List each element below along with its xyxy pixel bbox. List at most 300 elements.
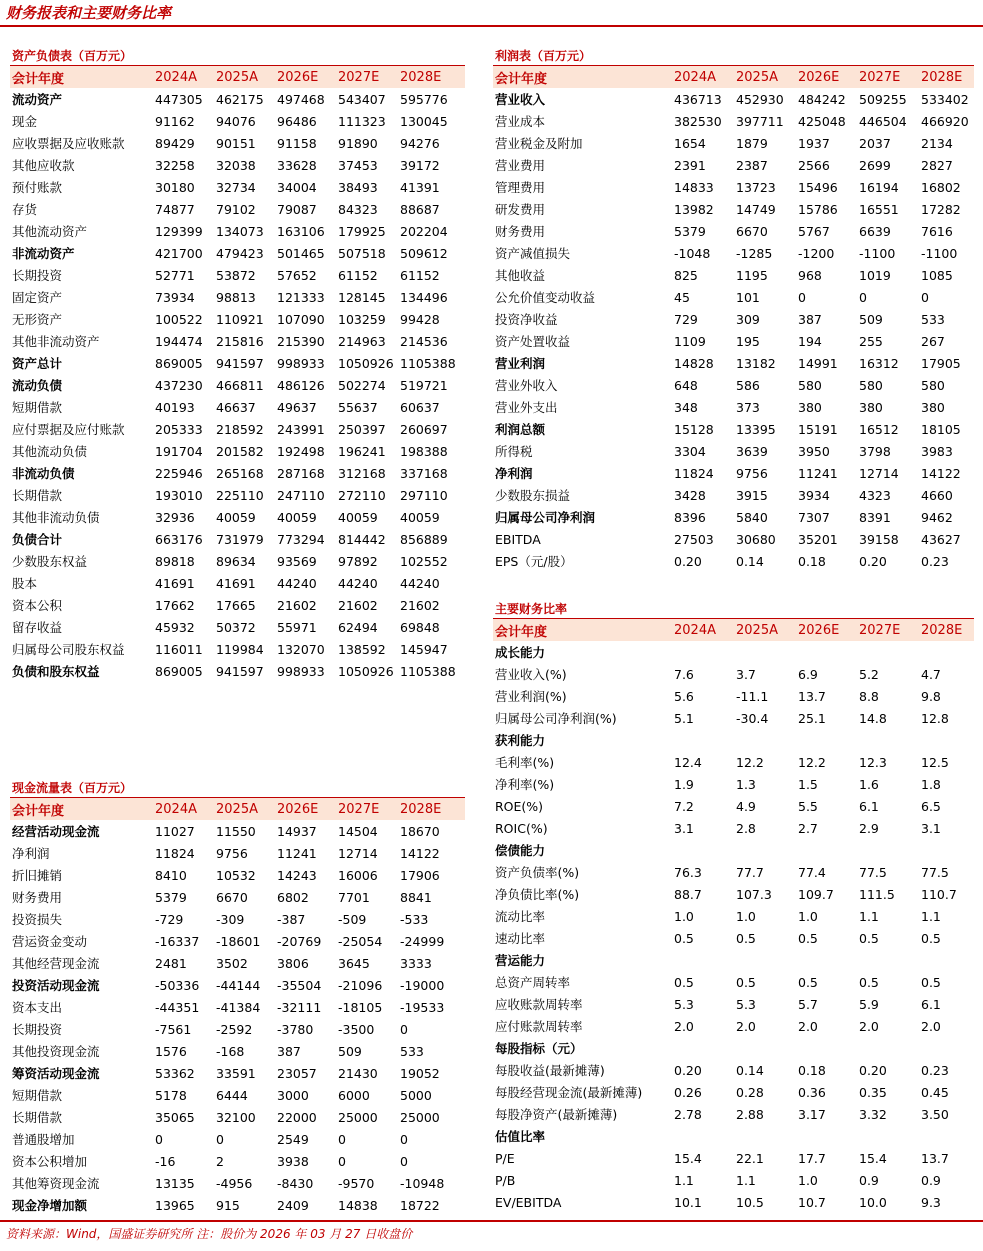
row-label: 股本: [12, 576, 38, 591]
header-year-cell: 2026E: [277, 798, 338, 820]
value-cell: 729: [674, 311, 698, 327]
value-cell: 79087: [277, 201, 317, 217]
value-cell: 76.3: [674, 864, 702, 880]
row-label: 资本公积: [12, 598, 63, 613]
value-cell: 91158: [277, 135, 317, 151]
value-cell: 5379: [674, 223, 706, 239]
row-label: 总资产周转率: [495, 975, 571, 990]
value-cell: 0: [155, 1131, 163, 1147]
value-cell: 10.0: [859, 1194, 887, 1210]
value-cell: 580: [859, 377, 883, 393]
value-cell: 53872: [216, 267, 256, 283]
table-row: [493, 242, 974, 264]
table-row: [10, 974, 465, 996]
value-cell: 1.8: [921, 776, 941, 792]
value-cell: 52771: [155, 267, 195, 283]
row-label: 资本公积增加: [12, 1154, 88, 1169]
row-label: 估值比率: [495, 1129, 546, 1144]
row-label: 营业外支出: [495, 400, 558, 415]
value-cell: 5379: [155, 889, 187, 905]
header-year-cell: 2028E: [400, 66, 465, 88]
row-label: 速动比率: [495, 931, 546, 946]
row-label: 资产总计: [12, 356, 63, 371]
row-label: 应收账款周转率: [495, 997, 583, 1012]
value-cell: 2.78: [674, 1106, 702, 1122]
value-cell: 2481: [155, 955, 187, 971]
value-cell: 132070: [277, 641, 325, 657]
value-cell: 580: [798, 377, 822, 393]
table-row: [10, 132, 465, 154]
value-cell: -44351: [155, 999, 200, 1015]
value-cell: 3798: [859, 443, 891, 459]
table-row: [493, 839, 974, 861]
cash-flow-panel: [10, 779, 465, 1216]
value-cell: 40059: [277, 509, 317, 525]
value-cell: 40059: [216, 509, 256, 525]
row-label: 净利率(%): [495, 777, 555, 792]
row-label: 每股经营现金流(最新摊薄): [495, 1085, 643, 1100]
value-cell: -44144: [216, 977, 261, 993]
value-cell: 3915: [736, 487, 768, 503]
value-cell: 1050926: [338, 663, 394, 679]
value-cell: 19052: [400, 1065, 440, 1081]
value-cell: 96486: [277, 113, 317, 129]
row-label: 净利润: [495, 466, 533, 481]
value-cell: 12.4: [674, 754, 702, 770]
table-row: [493, 1169, 974, 1191]
value-cell: 1.1: [674, 1172, 694, 1188]
value-cell: 107090: [277, 311, 325, 327]
value-cell: 13.7: [921, 1150, 949, 1166]
row-label: 财务费用: [12, 890, 63, 905]
value-cell: 107.3: [736, 886, 772, 902]
value-cell: 196241: [338, 443, 386, 459]
value-cell: 44240: [338, 575, 378, 591]
value-cell: 267: [921, 333, 945, 349]
value-cell: 1576: [155, 1043, 187, 1059]
value-cell: 2566: [798, 157, 830, 173]
value-cell: -7561: [155, 1021, 192, 1037]
value-cell: [798, 839, 859, 861]
value-cell: 0.9: [921, 1172, 941, 1188]
value-cell: 479423: [216, 245, 264, 261]
value-cell: 60637: [400, 399, 440, 415]
table-row: [10, 638, 465, 660]
value-cell: 0.5: [736, 930, 756, 946]
table-row: [493, 1059, 974, 1081]
table-row: [493, 88, 974, 110]
table-row: [10, 264, 465, 286]
value-cell: 5.3: [674, 996, 694, 1012]
row-label: 每股指标（元）: [495, 1041, 583, 1056]
table-row: [493, 795, 974, 817]
value-cell: -41384: [216, 999, 261, 1015]
value-cell: 50372: [216, 619, 256, 635]
table-row: [493, 707, 974, 729]
value-cell: 12.8: [921, 710, 949, 726]
value-cell: 6.9: [798, 666, 818, 682]
value-cell: 501465: [277, 245, 325, 261]
table-row: [10, 594, 465, 616]
value-cell: 272110: [338, 487, 386, 503]
value-cell: 94276: [400, 135, 440, 151]
value-cell: 74877: [155, 201, 195, 217]
header-year-cell: 2025A: [216, 66, 277, 88]
table-row: [493, 905, 974, 927]
value-cell: 12.2: [798, 754, 826, 770]
balance-sheet-table: [10, 66, 465, 682]
value-cell: 84323: [338, 201, 378, 217]
value-cell: 15.4: [674, 1150, 702, 1166]
table-row: [10, 930, 465, 952]
value-cell: 5767: [798, 223, 830, 239]
value-cell: 1.0: [674, 908, 694, 924]
value-cell: 130045: [400, 113, 448, 129]
row-label: 其他经营现金流: [12, 956, 100, 971]
value-cell: 309: [736, 311, 760, 327]
value-cell: 1.0: [736, 908, 756, 924]
table-row: [493, 1191, 974, 1213]
value-cell: 13723: [736, 179, 776, 195]
table-row: [493, 462, 974, 484]
row-label: 无形资产: [12, 312, 63, 327]
value-cell: 2.7: [798, 820, 818, 836]
cash-flow-table: [10, 798, 465, 1216]
value-cell: 1.3: [736, 776, 756, 792]
value-cell: 0: [338, 1131, 346, 1147]
value-cell: 45932: [155, 619, 195, 635]
value-cell: 32734: [216, 179, 256, 195]
value-cell: -21096: [338, 977, 383, 993]
row-label: 资产减值损失: [495, 246, 571, 261]
value-cell: 0.14: [736, 1062, 764, 1078]
value-cell: [798, 729, 859, 751]
table-row: [493, 993, 974, 1015]
value-cell: 32038: [216, 157, 256, 173]
value-cell: 0.45: [921, 1084, 949, 1100]
value-cell: 0.18: [798, 553, 826, 569]
value-cell: 5.3: [736, 996, 756, 1012]
value-cell: [859, 1037, 921, 1059]
value-cell: 2.0: [674, 1018, 694, 1034]
value-cell: 14749: [736, 201, 776, 217]
value-cell: 0: [216, 1131, 224, 1147]
value-cell: 915: [216, 1197, 240, 1213]
income-statement-title: 利润表（百万元）: [495, 49, 592, 63]
value-cell: 5000: [400, 1087, 432, 1103]
value-cell: 2549: [277, 1131, 309, 1147]
row-label: 筹资活动现金流: [12, 1066, 100, 1081]
row-label: 普通股增加: [12, 1132, 75, 1147]
value-cell: -1048: [674, 245, 711, 261]
value-cell: [921, 839, 974, 861]
table-row: [493, 641, 974, 663]
row-label: 营业成本: [495, 114, 546, 129]
value-cell: 3934: [798, 487, 830, 503]
value-cell: -50336: [155, 977, 200, 993]
value-cell: 4.9: [736, 798, 756, 814]
value-cell: 5.2: [859, 666, 879, 682]
value-cell: 731979: [216, 531, 264, 547]
table-row: [10, 528, 465, 550]
row-label: EPS（元/股）: [495, 554, 573, 569]
value-cell: 134496: [400, 289, 448, 305]
value-cell: 0: [400, 1131, 408, 1147]
row-label: 现金净增加额: [12, 1198, 88, 1213]
row-label: EV/EBITDA: [495, 1194, 562, 1210]
value-cell: 7701: [338, 889, 370, 905]
value-cell: 3.7: [736, 666, 756, 682]
value-cell: 337168: [400, 465, 448, 481]
table-row: [10, 286, 465, 308]
value-cell: 21602: [338, 597, 378, 613]
value-cell: -1100: [859, 245, 896, 261]
value-cell: 4660: [921, 487, 953, 503]
header-year-cell: 2027E: [859, 619, 921, 641]
value-cell: 12714: [338, 845, 378, 861]
value-cell: 998933: [277, 663, 325, 679]
value-cell: 27503: [674, 531, 714, 547]
value-cell: 14122: [400, 845, 440, 861]
table-row: [10, 864, 465, 886]
value-cell: 57652: [277, 267, 317, 283]
value-cell: 2409: [277, 1197, 309, 1213]
value-cell: 193010: [155, 487, 203, 503]
value-cell: 2.9: [859, 820, 879, 836]
value-cell: 0: [400, 1153, 408, 1169]
value-cell: 55971: [277, 619, 317, 635]
value-cell: 0.5: [736, 974, 756, 990]
value-cell: 509: [338, 1043, 362, 1059]
value-cell: [736, 1125, 798, 1147]
value-cell: 6.1: [921, 996, 941, 1012]
row-label: 利润总额: [495, 422, 546, 437]
value-cell: 1019: [859, 267, 891, 283]
value-cell: -19000: [400, 977, 445, 993]
value-cell: 2827: [921, 157, 953, 173]
value-cell: 265168: [216, 465, 264, 481]
table-row: [10, 308, 465, 330]
value-cell: 13.7: [798, 688, 826, 704]
value-cell: 3304: [674, 443, 706, 459]
table-row: [10, 176, 465, 198]
table-row: [10, 330, 465, 352]
value-cell: 8391: [859, 509, 891, 525]
row-label: P/E: [495, 1150, 515, 1166]
table-row: [493, 883, 974, 905]
value-cell: 6.1: [859, 798, 879, 814]
table-row: [493, 751, 974, 773]
value-cell: 312168: [338, 465, 386, 481]
value-cell: 15191: [798, 421, 838, 437]
value-cell: 447305: [155, 91, 203, 107]
value-cell: 43627: [921, 531, 961, 547]
value-cell: 110921: [216, 311, 264, 327]
table-row: [10, 1194, 465, 1216]
table-row: [10, 1106, 465, 1128]
value-cell: [859, 641, 921, 663]
value-cell: 11241: [277, 845, 317, 861]
table-row: [493, 1125, 974, 1147]
value-cell: 6000: [338, 1087, 370, 1103]
value-cell: 215390: [277, 333, 325, 349]
row-label: 归属母公司净利润(%): [495, 711, 617, 726]
table-row: [10, 1150, 465, 1172]
value-cell: -20769: [277, 933, 322, 949]
value-cell: 9.3: [921, 1194, 941, 1210]
value-cell: 45: [674, 289, 690, 305]
value-cell: 825: [674, 267, 698, 283]
value-cell: [736, 641, 798, 663]
value-cell: 1109: [674, 333, 706, 349]
value-cell: -32111: [277, 999, 322, 1015]
table-row: [10, 1172, 465, 1194]
table-row: [10, 198, 465, 220]
value-cell: 21602: [400, 597, 440, 613]
value-cell: 5.6: [674, 688, 694, 704]
value-cell: 198388: [400, 443, 448, 459]
value-cell: 88687: [400, 201, 440, 217]
value-cell: 0.20: [859, 1062, 887, 1078]
value-cell: 2391: [674, 157, 706, 173]
value-cell: 1.0: [798, 1172, 818, 1188]
value-cell: 138592: [338, 641, 386, 657]
table-row: [493, 440, 974, 462]
value-cell: -24999: [400, 933, 445, 949]
value-cell: [859, 1125, 921, 1147]
header-label-cell: 会计年度: [10, 66, 155, 88]
row-label: 长期借款: [12, 488, 63, 503]
value-cell: 3639: [736, 443, 768, 459]
value-cell: -509: [338, 911, 367, 927]
value-cell: 214536: [400, 333, 448, 349]
row-label: 营业收入: [495, 92, 546, 107]
value-cell: 507518: [338, 245, 386, 261]
value-cell: 111.5: [859, 886, 895, 902]
table-row: [10, 842, 465, 864]
value-cell: [736, 949, 798, 971]
value-cell: 1.0: [798, 908, 818, 924]
value-cell: 0: [798, 289, 806, 305]
value-cell: 1105388: [400, 355, 456, 371]
value-cell: 8.8: [859, 688, 879, 704]
row-label: 营业利润: [495, 356, 546, 371]
value-cell: 6639: [859, 223, 891, 239]
value-cell: 77.5: [921, 864, 949, 880]
row-label: 资产负债率(%): [495, 865, 580, 880]
value-cell: 3.1: [921, 820, 941, 836]
value-cell: 6670: [736, 223, 768, 239]
row-label: 营业收入(%): [495, 667, 567, 682]
value-cell: 1879: [736, 135, 768, 151]
value-cell: 44240: [400, 575, 440, 591]
row-label: 应付票据及应付账款: [12, 422, 125, 437]
table-row: [493, 220, 974, 242]
value-cell: 437230: [155, 377, 203, 393]
value-cell: -18105: [338, 999, 383, 1015]
value-cell: 814442: [338, 531, 386, 547]
value-cell: 7307: [798, 509, 830, 525]
value-cell: 14243: [277, 867, 317, 883]
value-cell: 3.32: [859, 1106, 887, 1122]
row-label: 负债和股东权益: [12, 664, 100, 679]
table-row: [493, 154, 974, 176]
value-cell: 94076: [216, 113, 256, 129]
value-cell: 0.5: [921, 930, 941, 946]
value-cell: 41691: [155, 575, 195, 591]
table-row: [493, 176, 974, 198]
value-cell: 2134: [921, 135, 953, 151]
value-cell: -35504: [277, 977, 322, 993]
value-cell: 446504: [859, 113, 907, 129]
table-row: [493, 550, 974, 572]
footer-divider: [0, 1220, 983, 1222]
value-cell: 5.9: [859, 996, 879, 1012]
value-cell: 509255: [859, 91, 907, 107]
header-year-cell: 2026E: [798, 66, 859, 88]
value-cell: 8410: [155, 867, 187, 883]
value-cell: 97892: [338, 553, 378, 569]
table-row: [493, 198, 974, 220]
value-cell: 15128: [674, 421, 714, 437]
table-row: [10, 996, 465, 1018]
table-row: [493, 528, 974, 550]
value-cell: 1050926: [338, 355, 394, 371]
table-row: [493, 773, 974, 795]
value-cell: 7616: [921, 223, 953, 239]
value-cell: [674, 1125, 736, 1147]
table-row: [10, 1040, 465, 1062]
table-row: [10, 352, 465, 374]
table-row: [10, 462, 465, 484]
value-cell: 14828: [674, 355, 714, 371]
value-cell: 0.18: [798, 1062, 826, 1078]
row-label: 营业利润(%): [495, 689, 567, 704]
table-row: [10, 660, 465, 682]
table-row: [10, 110, 465, 132]
value-cell: 382530: [674, 113, 722, 129]
value-cell: -4956: [216, 1175, 253, 1191]
header-year-cell: 2028E: [921, 619, 974, 641]
row-label: 资产处置收益: [495, 334, 571, 349]
row-label: 每股净资产(最新摊薄): [495, 1107, 618, 1122]
table-row: [493, 1015, 974, 1037]
value-cell: 2.0: [736, 1018, 756, 1034]
value-cell: 10.5: [736, 1194, 764, 1210]
table-row: [493, 264, 974, 286]
value-cell: 99428: [400, 311, 440, 327]
value-cell: 5.5: [798, 798, 818, 814]
value-cell: 201582: [216, 443, 264, 459]
value-cell: 35201: [798, 531, 838, 547]
row-label: 非流动负债: [12, 466, 75, 481]
value-cell: [736, 729, 798, 751]
row-label: 其他流动资产: [12, 224, 88, 239]
table-row: [493, 132, 974, 154]
value-cell: 35065: [155, 1109, 195, 1125]
row-label: 净负债比率(%): [495, 887, 580, 902]
value-cell: 89634: [216, 553, 256, 569]
value-cell: 0.28: [736, 1084, 764, 1100]
value-cell: -16: [155, 1153, 176, 1169]
value-cell: 7.6: [674, 666, 694, 682]
value-cell: 14833: [674, 179, 714, 195]
table-row: [493, 1037, 974, 1059]
value-cell: 373: [736, 399, 760, 415]
value-cell: 98813: [216, 289, 256, 305]
value-cell: 33591: [216, 1065, 256, 1081]
table-row: [493, 927, 974, 949]
